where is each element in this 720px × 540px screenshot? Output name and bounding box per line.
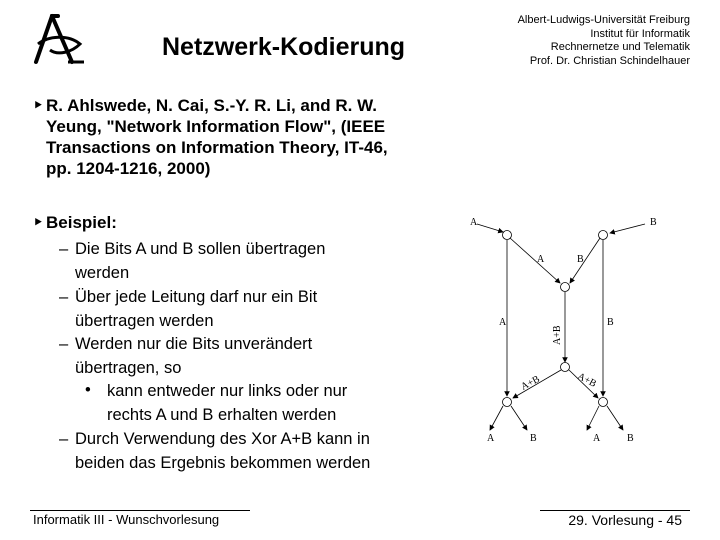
university-name: Albert-Ludwigs-Universität Freiburg — [517, 14, 690, 26]
node-bottom-right — [599, 398, 608, 407]
list-subitem: • kann entweder nur links oder nur rechts A und B erhalten werden — [85, 381, 348, 424]
list-item: – Die Bits A und B sollen übertragen werden — [59, 240, 326, 282]
department-name: Rechnernetze und Telematik — [550, 41, 690, 53]
dash-bullet-icon: – — [59, 288, 69, 306]
diagram-label: B — [650, 217, 657, 228]
dash-bullet-icon: – — [59, 335, 69, 353]
footer-divider — [540, 510, 690, 511]
node-top-left — [503, 231, 512, 240]
node-bottom-left — [503, 398, 512, 407]
university-logo — [28, 10, 90, 68]
institution-block — [450, 14, 690, 68]
footer-course: Informatik III - Wunschvorlesung — [33, 512, 220, 527]
reference-line: pp. 1204-1216, 2000) — [46, 159, 211, 178]
example-heading: ‣ Beispiel: — [33, 213, 117, 232]
professor-name: Prof. Dr. Christian Schindelhauer — [529, 54, 690, 67]
node-center-bottom — [561, 363, 570, 372]
reference-line: Yeung, "Network Information Flow", (IEEE — [46, 117, 386, 136]
diagram-label: A — [537, 254, 545, 265]
diagram-label: A — [470, 217, 478, 228]
arrow-bullet-icon: ‣ — [33, 213, 44, 232]
list-item: – Werden nur die Bits unverändert übertragen, so — [59, 335, 313, 377]
node-center-top — [561, 283, 570, 292]
arrow-bullet-icon: ‣ — [33, 96, 44, 115]
list-item: – Über jede Leitung darf nur ein Bit übertragen werden — [59, 288, 318, 330]
institute-name: Institut für Informatik — [590, 27, 690, 40]
list-item: – Durch Verwendung des Xor A+B kann in beiden das Ergebnis bekommen werden — [59, 430, 371, 472]
diagram-label: A — [487, 433, 495, 444]
diagram-label: A — [593, 433, 601, 444]
diagram-label: A+B — [552, 325, 563, 345]
diagram-label: B — [577, 254, 584, 265]
footer-divider — [30, 510, 250, 511]
diagram-label: B — [530, 433, 537, 444]
dot-bullet-icon: • — [85, 381, 91, 399]
diagram-label: B — [627, 433, 634, 444]
diagram-label: A+B — [575, 370, 599, 390]
reference-line: R. Ahlswede, N. Cai, S.-Y. R. Li, and R. W. — [46, 96, 377, 115]
dash-bullet-icon: – — [59, 430, 69, 448]
node-top-right — [599, 231, 608, 240]
dash-bullet-icon: – — [59, 240, 69, 258]
diagram-label: A+B — [519, 373, 542, 393]
reference-bullet — [33, 95, 388, 179]
reference-line: Transactions on Information Theory, IT-46, — [46, 138, 388, 157]
diagram-label: B — [607, 317, 614, 328]
diagram-label: A — [499, 317, 507, 328]
footer-page: 29. Vorlesung - 45 — [568, 512, 682, 528]
butterfly-network-diagram — [465, 210, 665, 450]
slide-title: Netzwerk-Kodierung — [162, 33, 406, 61]
